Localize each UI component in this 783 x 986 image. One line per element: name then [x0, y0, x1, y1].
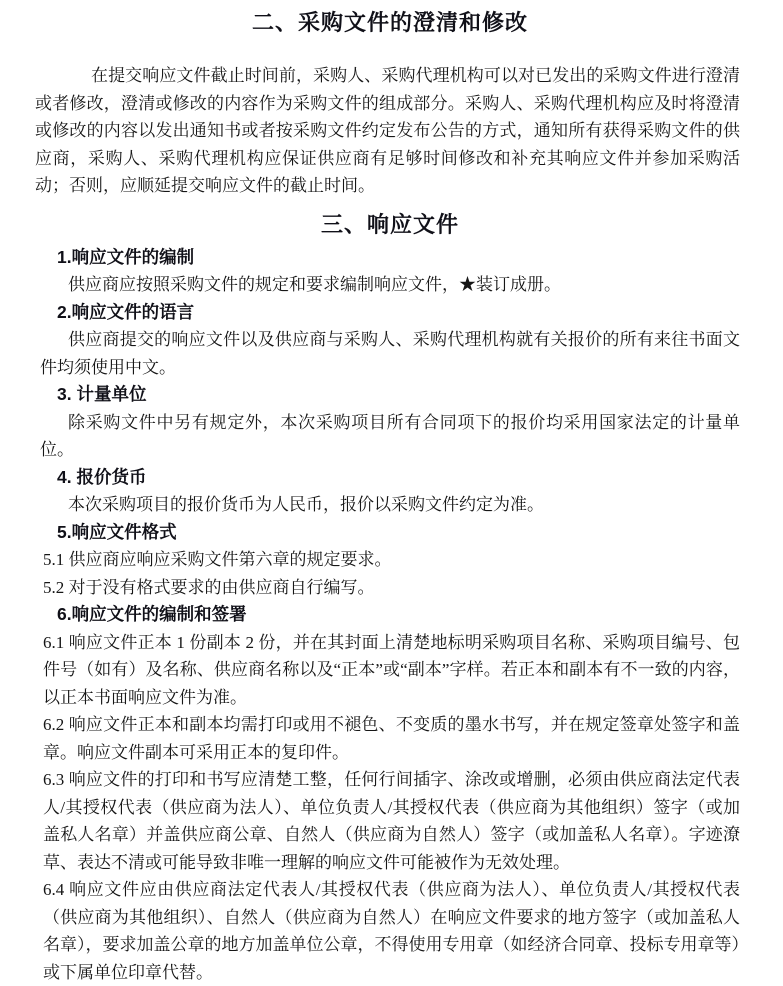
- item-3-heading: 3. 计量单位: [57, 384, 147, 404]
- item-4-heading: 4. 报价货币: [57, 466, 147, 487]
- item-4-body: 本次采购项目的报价货币为人民币，报价以采购文件约定为准。: [68, 495, 544, 514]
- section-2-paragraph: 在提交响应文件截止时间前，采购人、采购代理机构可以对已发出的采购文件进行澄清或者修改，澄清或修改的内容作为采购文件的组成部分。采购人、采购代理机构应及时将澄清或修改的内容以发出通知书或者按采购文件约定发布公告的方式，通知所有获得采购文件的供应商，采购人、采购代理机构应保证供应商有足够时间修改和补充其响应文件并参加采购活动；否则，应顺延提交响应文件的截止时间。: [35, 66, 740, 195]
- clause-5-2: 5.2 对于没有格式要求的由供应商自行编写。: [43, 577, 375, 597]
- clause-5-1: 5.1 供应商应响应采购文件第六章的规定要求。: [43, 550, 392, 569]
- item-1-body: 供应商应按照采购文件的规定和要求编制响应文件，★装订成册。: [68, 275, 561, 294]
- item-5-heading: 5.响应文件格式: [57, 521, 177, 542]
- clause-6-4: 6.4 响应文件应由供应商法定代表人/其授权代表（供应商为法人）、单位负责人/其授权代表（供应商为其他组织）、自然人（供应商为自然人）在响应文件要求的地方签字（或加盖私人名章），要求加盖公章的地方加盖单位公章，不得使用专用章（如经济合同章、投标专用章等）或下属单位印章代替。: [43, 880, 740, 982]
- item-1-heading: 1.响应文件的编制: [57, 246, 195, 267]
- clause-6-3: 6.3 响应文件的打印和书写应清楚工整，任何行间插字、涂改或增删，必须由供应商法定代表人/其授权代表（供应商为法人）、单位负责人/其授权代表（供应商为其他组织）签字（或加盖私人名章）并盖供应商公章、自然人（供应商为自然人）签字（或加盖私人名章）。字迹潦草、表达不清或可能导致非唯一理解的响应文件可能被作为无效处理。: [43, 770, 740, 872]
- section-3-title: 三、响应文件: [320, 211, 459, 237]
- item-6-heading: 6.响应文件的编制和签署: [57, 604, 247, 624]
- clause-6-1: 6.1 响应文件正本 1 份副本 2 份，并在其封面上清楚地标明采购项目名称、采购项目编号、包件号（如有）及名称、供应商名称以及“正本”或“副本”字样。若正本和副本有不一致的内容，以正本书面响应文件为准。: [43, 632, 740, 707]
- item-3-body: 除采购文件中另有规定外，本次采购项目所有合同项下的报价均采用国家法定的计量单位。: [40, 412, 740, 459]
- item-2-heading: 2.响应文件的语言: [57, 301, 195, 322]
- item-2-body: 供应商提交的响应文件以及供应商与采购人、采购代理机构就有关报价的所有来往书面文件均须使用中文。: [40, 330, 740, 377]
- clause-6-2: 6.2 响应文件正本和副本均需打印或用不褪色、不变质的墨水书写，并在规定签章处签字和盖章。响应文件副本可采用正本的复印件。: [43, 715, 740, 762]
- section-2-title: 二、采购文件的澄清和修改: [251, 10, 528, 35]
